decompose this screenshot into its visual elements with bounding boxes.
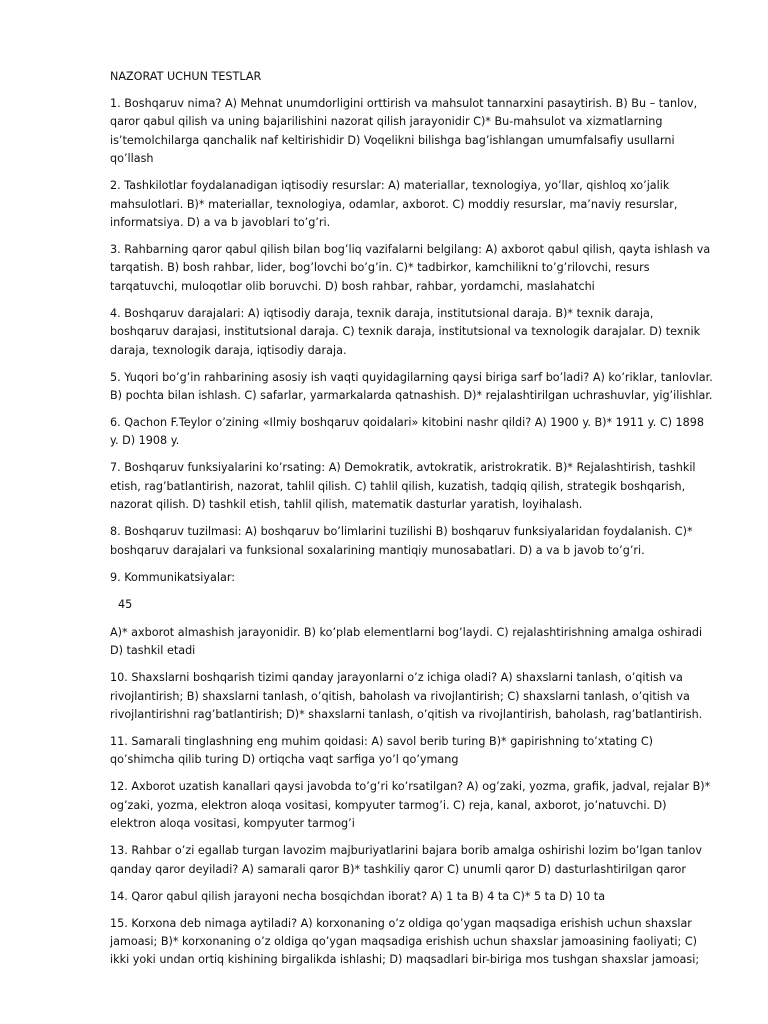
document-page: [110, 68, 716, 978]
question-3: 3. Rahbarning qaror qabul qilish bilan bog’liq vazifalarni belgilang: A) axborot qabul qilish, qayta ishlash va tarqatish. B) bosh rahbar, lider, bog’lovchi bo’g’in. C)* tadbirkor, kamchilikni to’g’rilovchi, resurs tarqatuvchi, muloqotlar olib boruvchi. D) bosh rahbar, rahbar, yordamchi, maslahatchi: [110, 243, 711, 293]
question-13: 13. Rahbar o’zi egallab turgan lavozim majburiyatlarini bajara borib amalga oshirishi lozim bo’lgan tanlov qanday qaror deyiladi? A) samarali qaror B)* tashkiliy qaror C) unumli qaror D) dasturlashtirilgan qaror: [110, 844, 702, 876]
page-number: 45: [118, 597, 133, 611]
question-2: 2. Tashkilotlar foydalanadigan iqtisodiy resurslar: A) materiallar, texnologiya, yo’llar, qishloq xo’jalik mahsulotlari. B)* materiallar, texnologiya, odamlar, axborot. C) moddiy resurslar, ma’naviy resurslar, informatsiya. D) a va b javoblari to’g’ri.: [110, 179, 678, 230]
question-6: 6. Qachon F.Teylor o’zining «Ilmiy boshqaruv qoidalari» kitobini nashr qildi? A) 1900 y. B)* 1911 y. C) 1898 y. D) 1908 y.: [110, 416, 705, 448]
question-9-answers: A)* axborot almashish jarayonidir. B) ko’plab elementlarni bog’laydi. C) rejalashtirishning amalga oshiradi D) tashkil etadi: [110, 625, 703, 658]
question-4: 4. Boshqaruv darajalari: A) iqtisodiy daraja, texnik daraja, institutsional daraja. B)* texnik daraja, boshqaruv darajasi, institutsional daraja. C) texnik daraja, institutsional va texnologik darajalar. D) texnik daraja, texnologik daraja, iqtisodiy daraja.: [110, 306, 701, 357]
question-1: 1. Boshqaruv nima? A) Mehnat unumdorligini orttirish va mahsulot tannarxini pasaytirish. B) Bu – tanlov, qaror qabul qilish va uning bajarilishini nazorat qilish jarayonidir C)* Bu-mahsulot va xizmatlarning is’temolchilarga qanchalik naf keltirishidir D) Voqelikni bilishga bag’ishlangan umumfalsafiy usullarni qo’llash: [110, 97, 698, 166]
question-8: 8. Boshqaruv tuzilmasi: A) boshqaruv bo’limlarini tuzilishi B) boshqaruv funksiyalaridan foydalanish. C)* boshqaruv darajalari va funksional soxalarining mantiqiy munosabatlari. D) a va b javob to’g’ri.: [110, 525, 693, 557]
question-5: 5. Yuqori bo’g’in rahbarining asosiy ish vaqti quyidagilarning qaysi biriga sarf bo’ladi? A) ko’riklar, tanlovlar. B) pochta bilan ishlash. C) safarlar, yarmarkalarda qatnashish. D)* rejalashtirilgan uchrashuvlar, yig’ilishlar.: [110, 370, 713, 403]
question-10: 10. Shaxslarni boshqarish tizimi qanday jarayonlarni o’z ichiga oladi? A) shaxslarni tanlash, o’qitish va rivojlantirish; B) shaxslarni tanlash, o’qitish, baholash va rivojlantirish; C) shaxslarni tanlash, o’qitish va rivojlantirishni rag’batlantirish; D)* shaxslarni tanlash, o’qitish va rivojlantirish, baholash, rag’batlantirish.: [110, 671, 703, 721]
question-15: 15. Korxona deb nimaga aytiladi? A) korxonaning o’z oldiga qo’ygan maqsadiga erishish uchun shaxslar jamoasi; B)* korxonaning o’z oldiga qo’ygan maqsadiga erishish uchun shaxslar jamoasining faoliyati; C) ikki yoki undan ortiq kishining birgalikda ishlashi; D) maqsadlari bir-biriga mos tushgan shaxslar jamoasi;: [110, 916, 700, 967]
document-title: NAZORAT UCHUN TESTLAR: [110, 70, 262, 83]
question-12: 12. Axborot uzatish kanallari qaysi javobda to’g’ri ko’rsatilgan? A) og’zaki, yozma, grafik, jadval, rejalar B)* og’zaki, yozma, elektron aloqa vositasi, kompyuter tarmog’i. C) reja, kanal, axborot, jo’natuvchi. D) elektron aloqa vositasi, kompyuter tarmog’i: [110, 780, 711, 831]
question-7: 7. Boshqaruv funksiyalarini ko’rsating: A) Demokratik, avtokratik, aristrokratik. B)* Rejalashtirish, tashkil etish, rag’batlantirish, nazorat, tahlil qilish. C) tahlil qilish, kuzatish, tadqiq qilish, strategik boshqarish, nazorat qilish. D) tashkil etish, tahlil qilish, matematik dasturlar yaratish, loyihalash.: [110, 461, 696, 512]
question-11: 11. Samarali tinglashning eng muhim qoidasi: A) savol berib turing B)* gapirishning to’xtating C) qo’shimcha qilib turing D) ortiqcha vaqt sarfiga yo’l qo’ymang: [110, 734, 654, 767]
question-9: 9. Kommunikatsiyalar:: [110, 570, 236, 584]
question-14: 14. Qaror qabul qilish jarayoni necha bosqichdan iborat? A) 1 ta B) 4 ta C)* 5 ta D) 10 ta: [110, 889, 606, 903]
